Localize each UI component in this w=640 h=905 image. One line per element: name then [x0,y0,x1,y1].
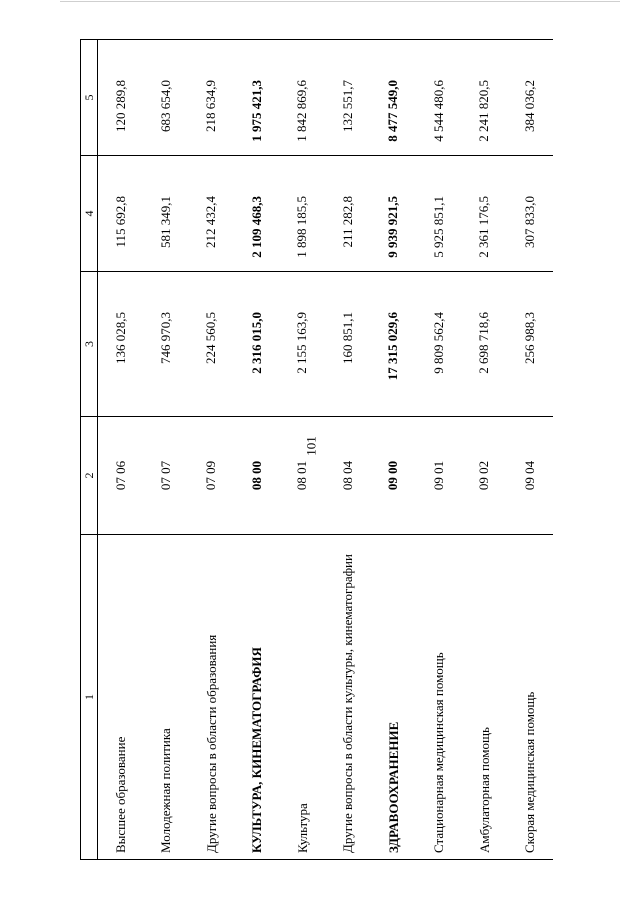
row-value-col4: 211 282,8 [325,156,371,272]
row-name: Культура [280,535,326,860]
row-name: Высшее образование [98,535,144,860]
row-code: 07 06 [98,417,144,535]
row-name: Стационарная медицинская помощь [416,535,462,860]
row-value-col3: 746 970,3 [143,272,189,417]
row-code: 07 07 [143,417,189,535]
row-value-col3: 256 988,3 [507,272,553,417]
row-code: 08 01 [280,417,326,535]
header-col-4: 4 [81,156,98,272]
row-value-col4: 5 925 851,1 [416,156,462,272]
row-value-col5: 683 654,0 [143,40,189,156]
row-value-col4: 2 109 468,3 [234,156,280,272]
row-value-col3: 160 851,1 [325,272,371,417]
row-value-col5: 1 842 869,6 [280,40,326,156]
row-code: 08 00 [234,417,280,535]
row-name: Другие вопросы в области образования [189,535,235,860]
rotated-table-frame [80,40,600,860]
table-body [98,40,553,860]
row-value-col3: 2 316 015,0 [234,272,280,417]
header-col-3: 3 [81,272,98,417]
header-col-5: 5 [81,40,98,156]
row-code: 09 01 [416,417,462,535]
row-value-col3: 9 809 562,4 [416,272,462,417]
table-row [143,40,189,860]
row-value-col5: 8 477 549,0 [371,40,417,156]
table-row [325,40,371,860]
table-row [98,40,144,860]
row-value-col4: 115 692,8 [98,156,144,272]
row-name: Другие вопросы в области культуры, кинематографии [325,535,371,860]
table-row [507,40,553,860]
row-value-col4: 307 833,0 [507,156,553,272]
table-row [416,40,462,860]
row-value-col4: 1 898 185,5 [280,156,326,272]
row-value-col3: 2 698 718,6 [462,272,508,417]
header-col-1: 1 [81,535,98,860]
row-value-col5: 4 544 480,6 [416,40,462,156]
row-name: КУЛЬТУРА, КИНЕМАТОГРАФИЯ [234,535,280,860]
scan-top-edge [60,1,620,2]
row-value-col4: 2 361 176,5 [462,156,508,272]
row-name: ЗДРАВООХРАНЕНИЕ [371,535,417,860]
row-value-col5: 132 551,7 [325,40,371,156]
row-code: 08 04 [325,417,371,535]
row-value-col3: 2 155 163,9 [280,272,326,417]
header-row [81,40,98,860]
table-row [462,40,508,860]
row-value-col5: 384 036,2 [507,40,553,156]
row-code: 07 09 [189,417,235,535]
table-row [189,40,235,860]
table-row [280,40,326,860]
row-value-col4: 581 349,1 [143,156,189,272]
row-name: Скорая медицинская помощь [507,535,553,860]
header-col-2: 2 [81,417,98,535]
row-value-col5: 120 289,8 [98,40,144,156]
row-value-col5: 1 975 421,3 [234,40,280,156]
row-value-col5: 218 634,9 [189,40,235,156]
page-number: 101 [303,436,319,456]
row-name: Амбулаторная помощь [462,535,508,860]
table-row [234,40,280,860]
row-value-col4: 9 939 921,5 [371,156,417,272]
row-value-col3: 136 028,5 [98,272,144,417]
row-name: Молодежная политика [143,535,189,860]
row-code: 09 00 [371,417,417,535]
row-value-col4: 212 432,4 [189,156,235,272]
row-value-col3: 17 315 029,6 [371,272,417,417]
row-code: 09 02 [462,417,508,535]
budget-table [80,39,553,860]
row-value-col3: 224 560,5 [189,272,235,417]
row-value-col5: 2 241 820,5 [462,40,508,156]
table-row [371,40,417,860]
row-code: 09 04 [507,417,553,535]
